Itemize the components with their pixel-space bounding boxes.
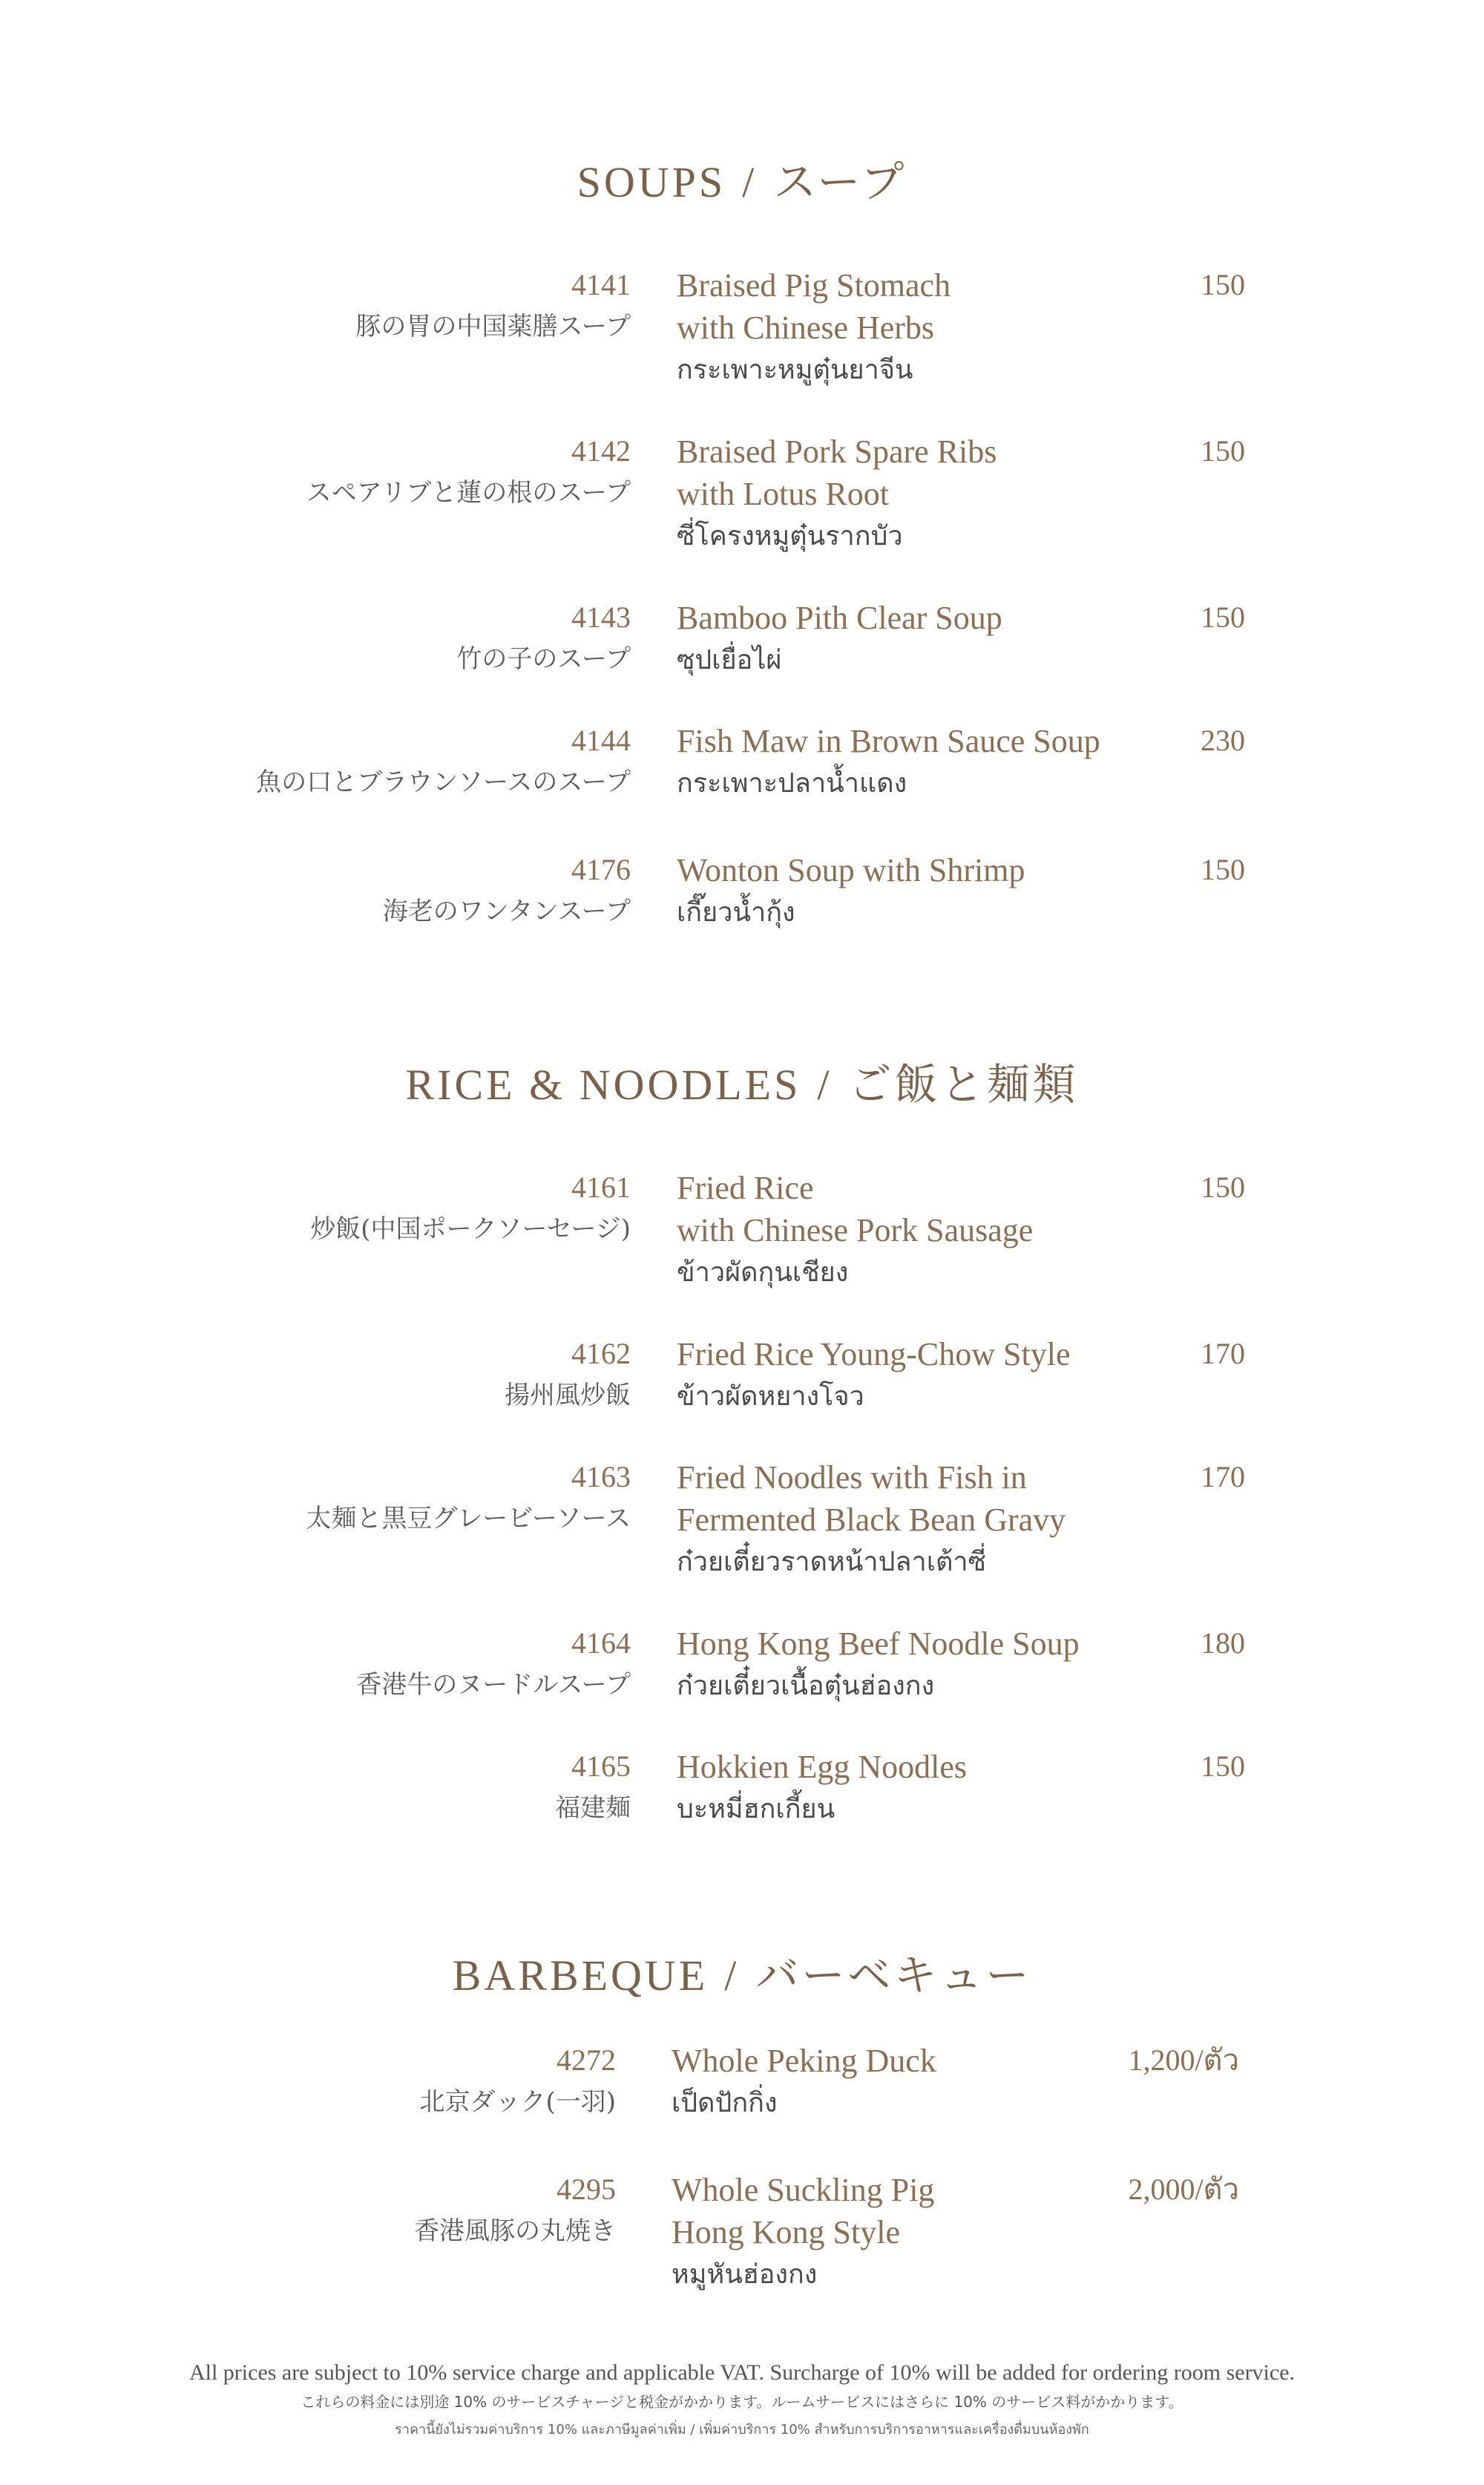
item-name-th: กระเพาะปลาน้ำแดง bbox=[677, 768, 907, 799]
item-name-en: Fried Rice Young-Chow Style bbox=[677, 1336, 1071, 1372]
item-code: 4141 bbox=[571, 268, 631, 301]
item-name-en: with Chinese Pork Sausage bbox=[677, 1212, 1034, 1248]
item-name-th: ข้าวผัดกุนเชียง bbox=[677, 1257, 849, 1288]
item-price: 150 bbox=[1201, 1171, 1245, 1204]
item-name-jp: 竹の子のスープ bbox=[456, 644, 631, 674]
item-name-th: ซุปเยื่อไผ่ bbox=[677, 645, 782, 675]
item-code: 4142 bbox=[571, 434, 631, 468]
item-name-jp: 豚の胃の中国薬膳スープ bbox=[355, 312, 631, 341]
item-code: 4295 bbox=[556, 2173, 616, 2206]
item-name-en: Bamboo Pith Clear Soup bbox=[677, 600, 1002, 636]
item-name-jp: 北京ダック(一羽) bbox=[419, 2087, 616, 2117]
section-title-soups bbox=[0, 147, 1484, 209]
item-name-en: Whole Suckling Pig bbox=[672, 2172, 935, 2208]
item-code: 4143 bbox=[571, 600, 631, 634]
item-name-jp: スペアリブと蓮の根のスープ bbox=[306, 478, 631, 508]
item-name-en: Fish Maw in Brown Sauce Soup bbox=[677, 723, 1100, 759]
item-code: 4144 bbox=[571, 724, 631, 757]
section-title-separator: / bbox=[817, 1061, 833, 1109]
item-name-en: Braised Pork Spare Ribs bbox=[677, 433, 997, 470]
item-name-th: ข้าวผัดหยางโจว bbox=[677, 1381, 864, 1412]
item-names bbox=[677, 597, 1002, 681]
item-name-en: Fried Rice bbox=[677, 1170, 814, 1206]
item-name-th: เกี๊ยวน้ำกุ้ง bbox=[677, 897, 795, 928]
item-name-en: Hong Kong Beef Noodle Soup bbox=[677, 1625, 1080, 1662]
item-name-en: Fermented Black Bean Gravy bbox=[677, 1502, 1066, 1538]
section-title-en: BARBEQUE bbox=[452, 1951, 709, 2000]
item-price: 150 bbox=[1201, 1749, 1245, 1783]
item-names bbox=[677, 1456, 1066, 1583]
service-charge-note-jp: これらの料金には別途 10% のサービスチャージと税金がかかります。ルームサービスにはさらに 10% のサービス料がかかります。 bbox=[301, 2393, 1183, 2411]
item-names bbox=[677, 264, 951, 391]
item-code: 4164 bbox=[571, 1626, 631, 1660]
item-code: 4161 bbox=[571, 1171, 631, 1204]
item-name-en: Hokkien Egg Noodles bbox=[677, 1749, 968, 1785]
section-title-separator: / bbox=[742, 158, 758, 206]
item-names bbox=[677, 1623, 1080, 1707]
section-title-en: RICE & NOODLES bbox=[405, 1061, 801, 1109]
item-price: 170 bbox=[1201, 1337, 1245, 1370]
section-title-separator: / bbox=[724, 1951, 740, 2000]
section-title-jp: ご飯と麺類 bbox=[848, 1061, 1079, 1109]
item-code: 4176 bbox=[571, 853, 631, 886]
item-name-jp: 香港風豚の丸焼き bbox=[414, 2216, 616, 2246]
item-price: 2,000/ตัว bbox=[1128, 2173, 1239, 2206]
item-code: 4272 bbox=[556, 2043, 616, 2077]
section-title-jp: バーベキュー bbox=[755, 1951, 1032, 2000]
item-name-jp: 炒飯(中国ポークソーセージ) bbox=[310, 1214, 631, 1244]
item-name-en: Fried Noodles with Fish in bbox=[677, 1459, 1027, 1496]
service-charge-note-th: ราคานี้ยังไม่รวมค่าบริการ 10% และภาษีมูลค่าเพิ่ม / เพิ่มค่าบริการ 10% สำหรับการบริการอาหารและเครื่องดื่มบนห้องพัก bbox=[395, 2422, 1089, 2437]
item-name-en: with Chinese Herbs bbox=[677, 310, 935, 346]
item-name-en: Braised Pig Stomach bbox=[677, 267, 951, 304]
section-title-jp: スープ bbox=[773, 158, 907, 206]
section-title-barbeque bbox=[0, 1940, 1484, 2003]
item-names bbox=[677, 849, 1025, 934]
item-name-jp: 太麺と黒豆グレービーソース bbox=[306, 1504, 631, 1533]
item-names bbox=[677, 1167, 1033, 1294]
item-price: 150 bbox=[1201, 268, 1245, 301]
item-name-th: กระเพาะหมูตุ๋นยาจีน bbox=[677, 355, 913, 385]
item-names bbox=[672, 2040, 936, 2124]
item-price: 180 bbox=[1201, 1626, 1245, 1660]
item-price: 230 bbox=[1201, 724, 1245, 757]
item-price: 150 bbox=[1201, 853, 1245, 886]
item-name-th: ก๋วยเตี๋ยวราดหน้าปลาเต้าซี่ bbox=[677, 1547, 987, 1577]
item-name-jp: 香港牛のヌードルスープ bbox=[356, 1670, 631, 1700]
item-names bbox=[672, 2169, 934, 2296]
item-names bbox=[677, 430, 997, 557]
item-name-th: เป็ดปักกิ่ง bbox=[672, 2088, 778, 2118]
item-name-en: with Lotus Root bbox=[677, 476, 890, 512]
item-name-jp: 海老のワンタンスープ bbox=[382, 897, 631, 926]
item-name-th: ซี่โครงหมูตุ๋นรากบัว bbox=[677, 521, 903, 551]
item-name-th: บะหมี่ฮกเกี้ยน bbox=[677, 1794, 835, 1824]
item-name-jp: 福建麺 bbox=[555, 1793, 631, 1823]
item-names bbox=[677, 720, 1100, 805]
section-title-en: SOUPS bbox=[577, 158, 726, 206]
item-price: 150 bbox=[1201, 434, 1245, 468]
item-code: 4162 bbox=[571, 1337, 631, 1370]
item-names bbox=[677, 1333, 1070, 1418]
item-price: 170 bbox=[1201, 1460, 1245, 1493]
item-name-en: Wonton Soup with Shrimp bbox=[677, 852, 1025, 888]
item-names bbox=[677, 1746, 967, 1830]
item-name-th: ก๋วยเตี๋ยวเนื้อตุ๋นฮ่องกง bbox=[677, 1671, 935, 1701]
service-charge-note-en: All prices are subject to 10% service charge and applicable VAT. Surcharge of 10% will be added for ordering room service. bbox=[188, 2360, 1296, 2385]
section-title-rice-noodles bbox=[0, 1050, 1484, 1112]
item-code: 4165 bbox=[571, 1749, 631, 1783]
item-name-en: Hong Kong Style bbox=[672, 2214, 900, 2250]
item-name-en: Whole Peking Duck bbox=[672, 2043, 936, 2079]
item-name-jp: 魚の口とブラウンソースのスープ bbox=[256, 767, 631, 797]
item-price: 150 bbox=[1201, 600, 1245, 634]
footer-notes bbox=[0, 2357, 1484, 2445]
item-name-jp: 揚州風炒飯 bbox=[505, 1381, 631, 1410]
item-name-th: หมูหันฮ่องกง bbox=[672, 2259, 818, 2290]
item-code: 4163 bbox=[571, 1460, 631, 1493]
item-price: 1,200/ตัว bbox=[1128, 2043, 1239, 2077]
